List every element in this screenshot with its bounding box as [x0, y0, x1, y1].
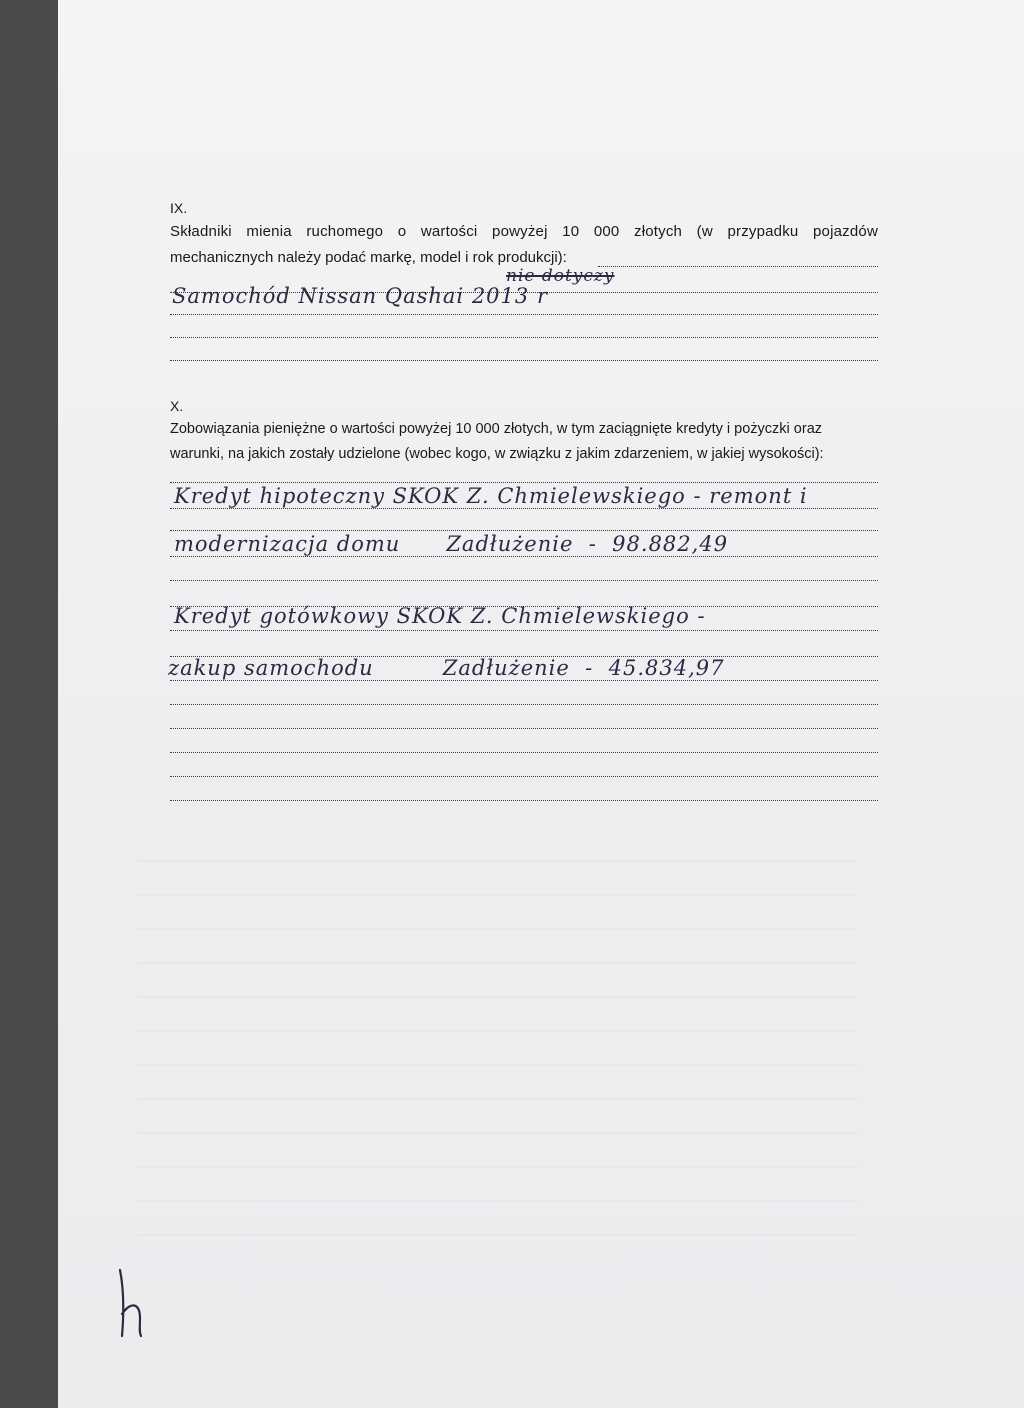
section-x-dotted-line-12 [170, 752, 878, 753]
section-x-dotted-line-5 [170, 580, 878, 581]
section-x-dotted-line-13 [170, 776, 878, 777]
section-x-dotted-line-1 [170, 482, 878, 483]
section-x-handwritten-line-3: Kredyt gotówkowy SKOK Z. Chmielewskiego - [174, 604, 706, 628]
signature-initial [110, 1262, 170, 1342]
section-x-dotted-line-3 [170, 530, 878, 531]
section-ix-line-1: Składniki mienia ruchomego o wartości powyżej 10 000 złotych (w przypadku pojazdów [170, 223, 878, 240]
section-x-handwritten-line-1: Kredyt hipoteczny SKOK Z. Chmielewskiego - remont i [174, 484, 808, 508]
document-page [58, 0, 1024, 1408]
section-ix-dotted-line-0 [598, 266, 878, 267]
signature-initial-mark [110, 1262, 170, 1342]
section-x-dotted-line-7 [170, 630, 878, 631]
section-ix-dotted-line-2 [170, 314, 878, 315]
section-ix-handwritten-correction: nie dotyczy [506, 266, 615, 286]
section-x-dotted-line-9 [170, 680, 878, 681]
section-x-dotted-line-4 [170, 556, 878, 557]
section-x-dotted-line-14 [170, 800, 878, 801]
section-x-handwritten-line-2: modernizacja domu Zadłużenie - 98.882,49 [174, 532, 729, 556]
section-x-number: X. [170, 398, 184, 414]
section-ix-dotted-line-3 [170, 337, 878, 338]
section-x-line-2: warunki, na jakich zostały udzielone (wobec kogo, w związku z jakim zdarzeniem, w jakiej wysokości): [170, 446, 824, 462]
section-x-dotted-line-10 [170, 704, 878, 705]
section-ix-dotted-line-4 [170, 360, 878, 361]
section-x-line-1: Zobowiązania pieniężne o wartości powyżej 10 000 złotych, w tym zaciągnięte kredyty i pożyczki oraz [170, 421, 823, 437]
section-x-dotted-line-2 [170, 508, 878, 509]
section-ix-handwritten-entry: Samochód Nissan Qashai 2013 r [172, 284, 548, 308]
section-x-dotted-line-11 [170, 728, 878, 729]
section-ix-number: IX. [170, 200, 188, 216]
section-ix-line-2: mechanicznych należy podać markę, model i rok produkcji): [170, 249, 567, 266]
section-x-handwritten-line-4: zakup samochodu Zadłużenie - 45.834,97 [168, 656, 725, 680]
